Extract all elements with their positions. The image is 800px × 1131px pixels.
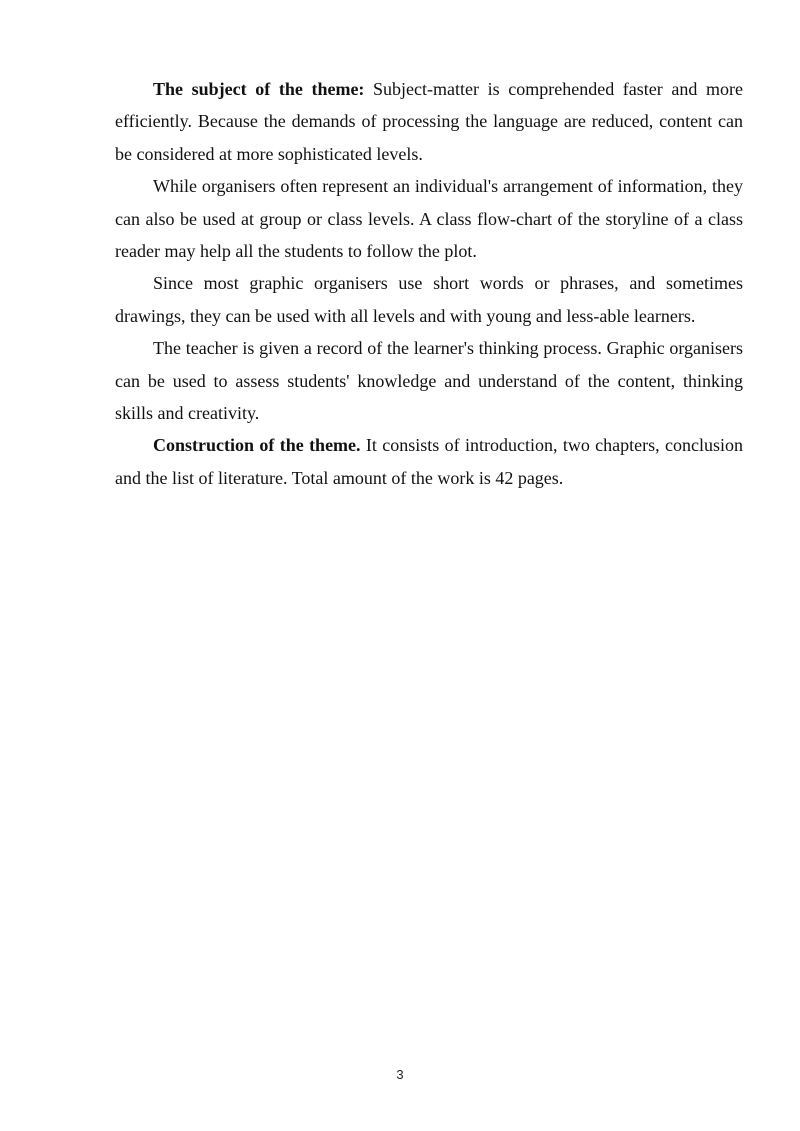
paragraph-construction-of-theme (115, 429, 743, 494)
paragraph-teacher-record (115, 332, 743, 429)
paragraph-organisers-group (115, 170, 743, 267)
paragraph-text: While organisers often represent an individual's arrangement of information, they can also be used at group or class levels. A class flow-chart of the storyline of a class reader may help all the students to follow the plot. (115, 176, 743, 262)
document-body (115, 73, 743, 494)
paragraph-lead: The subject of the theme: (153, 79, 365, 99)
paragraph-short-words (115, 267, 743, 332)
paragraph-text: The teacher is given a record of the learner's thinking process. Graphic organisers can be used to assess students' knowledge and understand of the content, thinking skills and creativity. (115, 338, 743, 424)
paragraph-text: It consists of introduction, two chapters, conclusion and the list of literature. Total amount of the work is 42 pages. (115, 435, 743, 488)
page-number: 3 (396, 1067, 404, 1082)
paragraph-text: Subject-matter is comprehended faster and more efficiently. Because the demands of processing the language are reduced, content can be considered at more sophisticated levels. (115, 79, 743, 164)
paragraph-lead: Construction of the theme. (153, 435, 361, 456)
paragraph-subject-of-theme (115, 73, 743, 170)
paragraph-text: Since most graphic organisers use short words or phrases, and sometimes drawings, they can be used with all levels and with young and less-able learners. (115, 273, 743, 326)
